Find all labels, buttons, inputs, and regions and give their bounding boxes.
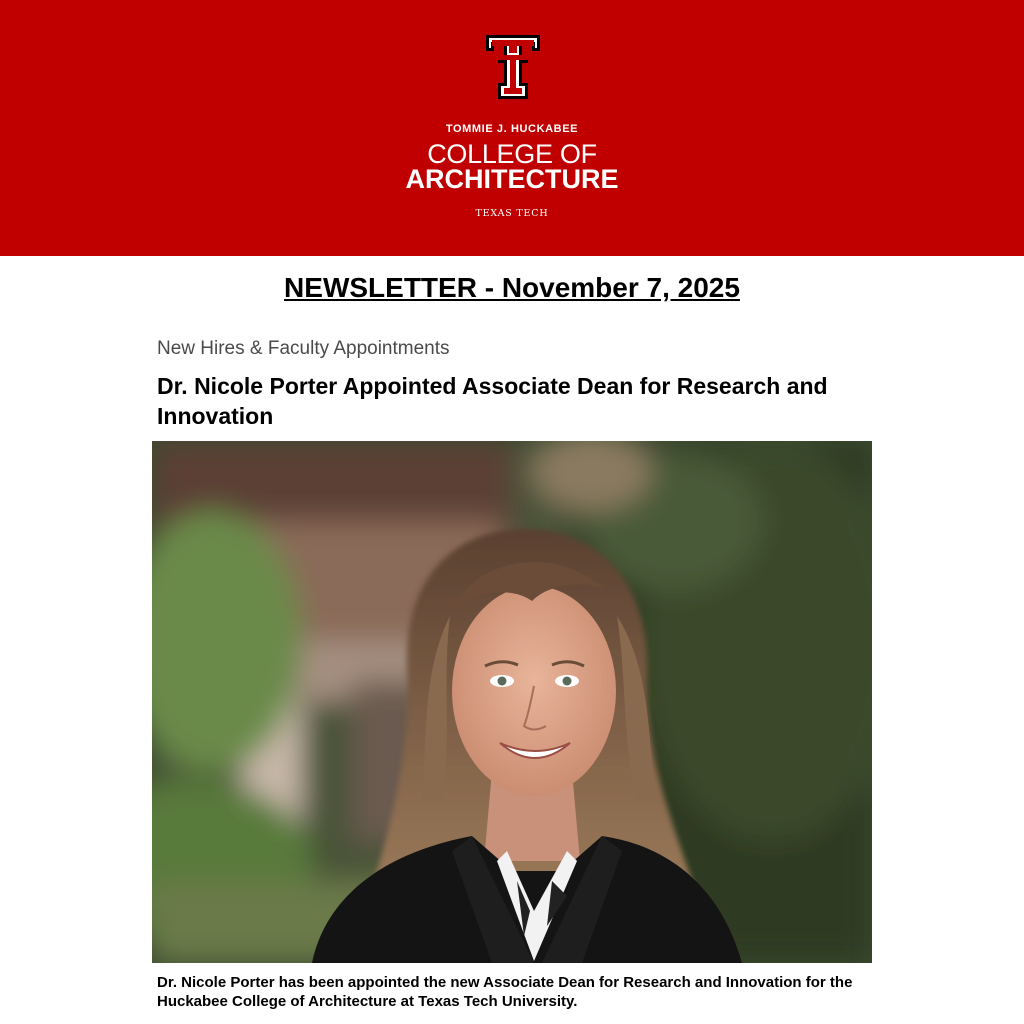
double-t-logo-icon[interactable] [484, 33, 542, 101]
article-headline[interactable]: Dr. Nicole Porter Appointed Associate Dean for Research and Innovation [157, 373, 828, 429]
photo-caption: Dr. Nicole Porter has been appointed the new Associate Dean for Research and Innovation for the Huckabee College of Architecture at Texas Tech University. [157, 974, 853, 1010]
college-line2: ARCHITECTURE [405, 164, 619, 194]
newsletter-title: NEWSLETTER - November 7, 2025 [284, 272, 740, 303]
college-prefix: TOMMIE J. HUCKABEE [445, 123, 579, 135]
portrait-photo[interactable] [152, 441, 872, 963]
university-name: TEXAS TECH [475, 208, 549, 219]
header-banner [0, 0, 1024, 256]
article-category: New Hires & Faculty Appointments [157, 338, 450, 359]
college-line1: COLLEGE OF [427, 139, 597, 169]
